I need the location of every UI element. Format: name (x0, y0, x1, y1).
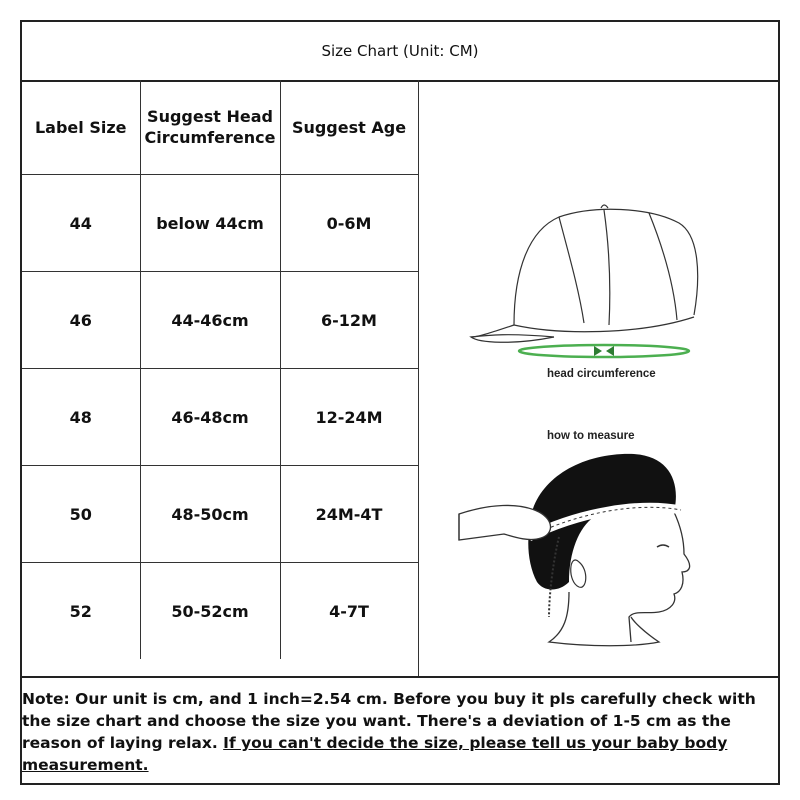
note-body: Note: Our unit is cm, and 1 inch=2.54 cm. Before you buy it pls carefully check with the size chart and choose the size you want. There's a deviation of 1-5 cm as the reason of laying relax. (22, 690, 756, 752)
cell-age: 24M-4T (280, 466, 418, 563)
cell-circumference: 48-50cm (140, 466, 280, 563)
table-row (22, 175, 418, 272)
cell-circumference: below 44cm (140, 175, 280, 272)
cell-circumference: 44-46cm (140, 272, 280, 369)
table-row (22, 369, 418, 466)
header-head-circumference-line2: Circumference (144, 128, 276, 147)
table-header-row (22, 80, 418, 175)
measuring-ring (519, 345, 689, 357)
header-head-circumference-line1: Suggest Head (147, 107, 273, 126)
chart-title: Size Chart (Unit: CM) (22, 22, 778, 82)
cell-age: 12-24M (280, 369, 418, 466)
header-head-circumference (140, 80, 280, 175)
note-text (22, 676, 778, 783)
header-suggest-age: Suggest Age (280, 80, 418, 175)
head-measure-illustration (419, 442, 779, 692)
table-row (22, 563, 418, 660)
caption-how-to-measure: how to measure (547, 430, 635, 442)
cell-circumference: 46-48cm (140, 369, 280, 466)
cell-label-size: 46 (22, 272, 140, 369)
cell-age: 0-6M (280, 175, 418, 272)
table-row (22, 272, 418, 369)
size-chart-frame (20, 20, 780, 785)
cap-illustration (419, 175, 779, 375)
note-underlined: If you can't decide the size, please tell us your baby body measurement. (22, 734, 728, 774)
cell-age: 6-12M (280, 272, 418, 369)
cell-label-size: 50 (22, 466, 140, 563)
cell-label-size: 48 (22, 369, 140, 466)
cell-label-size: 52 (22, 563, 140, 660)
size-table (22, 80, 419, 659)
cell-circumference: 50-52cm (140, 563, 280, 660)
caption-head-circumference: head circumference (547, 368, 656, 380)
cell-label-size: 44 (22, 175, 140, 272)
cell-age: 4-7T (280, 563, 418, 660)
illustration-panel (418, 80, 778, 676)
header-label-size: Label Size (22, 80, 140, 175)
table-row (22, 466, 418, 563)
